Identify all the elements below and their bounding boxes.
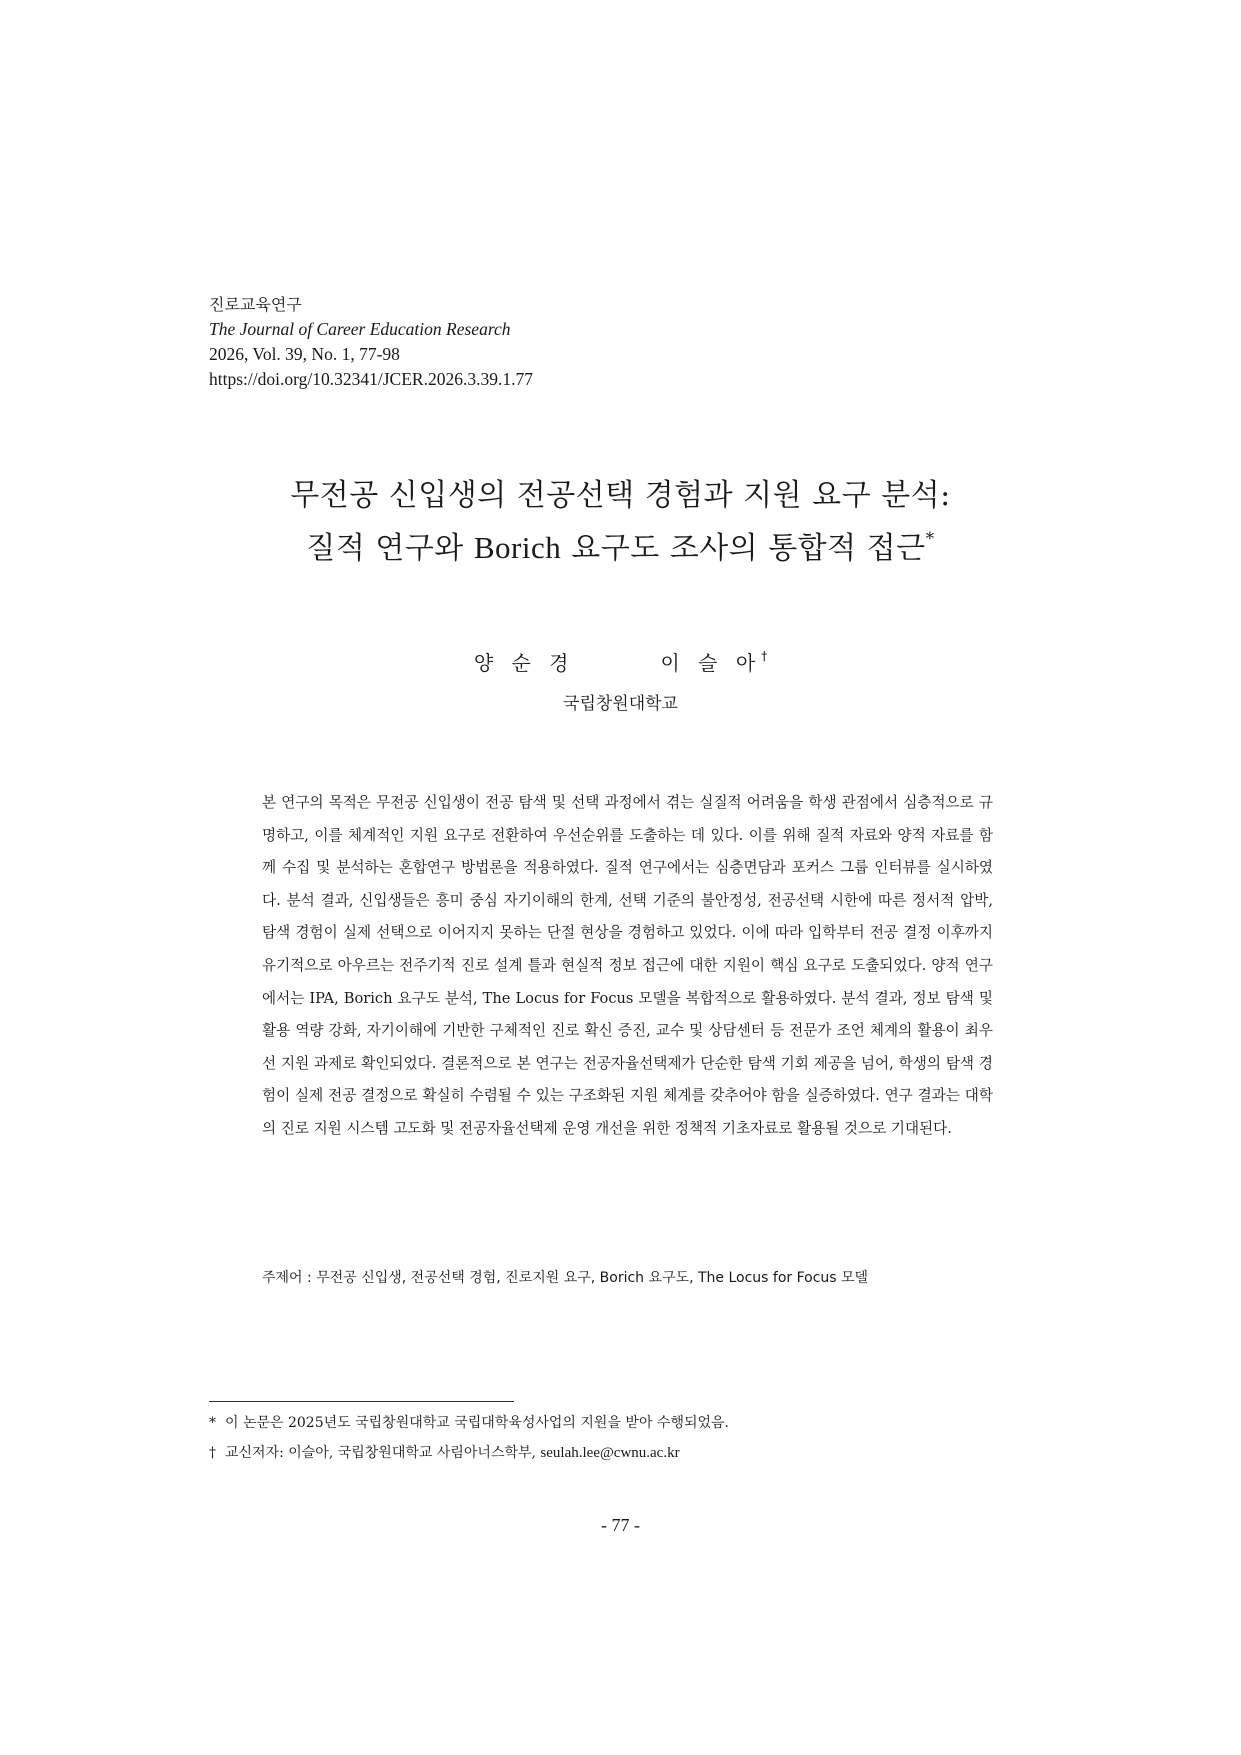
footnote-funding bbox=[209, 1408, 1029, 1438]
author-affiliation: 국립창원대학교 bbox=[563, 694, 678, 714]
footnote-marker: † bbox=[209, 1445, 216, 1461]
journal-name-english: The Journal of Career Education Research bbox=[209, 319, 511, 339]
footnote-text: 교신저자: 이슬아, 국립창원대학교 사림아너스학부, bbox=[225, 1445, 541, 1461]
title-footnote-marker: * bbox=[925, 529, 935, 549]
paper-title-line-2 bbox=[120, 522, 1121, 575]
paper-title bbox=[120, 470, 1121, 575]
title-line-2-suffix: 요구도 조사의 통합적 접근 bbox=[561, 531, 926, 566]
corresponding-author-marker: † bbox=[761, 649, 768, 663]
footnotes bbox=[209, 1408, 1029, 1468]
journal-volume-info: 2026, Vol. 39, No. 1, 77-98 bbox=[209, 344, 400, 364]
author-list bbox=[120, 648, 1121, 678]
journal-name-korean: 진로교육연구 bbox=[209, 295, 302, 314]
title-latin-word: Borich bbox=[473, 530, 562, 565]
keywords-line: 주제어 : 무전공 신입생, 전공선택 경험, 진로지원 요구, Borich 요구도, The Locus for Focus 모델 bbox=[262, 1270, 869, 1286]
author-name: 이 슬 아 bbox=[660, 651, 762, 675]
footnote-text: 이 논문은 2025년도 국립창원대학교 국립대학육성사업의 지원을 받아 수행되었음. bbox=[225, 1415, 729, 1431]
paper-title-line-1: 무전공 신입생의 전공선택 경험과 지원 요구 분석: bbox=[290, 478, 951, 513]
author-name: 양 순 경 bbox=[473, 651, 575, 675]
footnote-corresponding-author bbox=[209, 1438, 1029, 1468]
corresponding-email-link[interactable]: seulah.lee@cwnu.ac.kr bbox=[540, 1445, 680, 1461]
abstract-text: 본 연구의 목적은 무전공 신입생이 전공 탐색 및 선택 과정에서 겪는 실질적 어려움을 학생 관점에서 심층적으로 규명하고, 이를 체계적인 지원 요구로 전환하여 우선순위를 도출하는 데 있다. 이를 위해 질적 자료와 양적 자료를 함께 수집 및 분석하는 혼합연구 방법론을 적용하였다. 질적 연구에서는 심층면담과 포커스 그룹 인터뷰를 실시하였다. 분석 결과, 신입생들은 흥미 중심 자기이해의 한계, 선택 기준의 불안정성, 전공선택 시한에 따른 정서적 압박, 탐색 경험이 실제 선택으로 이어지지 못하는 단절 현상을 경험하고 있었다. 이에 따라 입학부터 전공 결정 이후까지 유기적으로 아우르는 전주기적 진로 설계 틀과 현실적 정보 접근에 대한 지원이 핵심 요구로 도출되었다. 양적 연구에서는 IPA, Borich 요구도 분석, The Locus for Focus 모델을 복합적으로 활용하였다. 분석 결과, 정보 탐색 및 활용 역량 강화, 자기이해에 기반한 구체적인 진로 확신 증진, 교수 및 상담센터 등 전문가 조언 체계의 활용이 최우선 지원 과제로 확인되었다. 결론적으로 본 연구는 전공자율선택제가 단순한 탐색 기회 제공을 넘어, 학생의 탐색 경험이 실제 전공 결정으로 확실히 수렴될 수 있는 구조화된 지원 체계를 갖추어야 함을 실증하였다. 연구 결과는 대학의 진로 지원 시스템 고도화 및 전공자율선택제 운영 개선을 위한 정책적 기초자료로 활용될 것으로 기대된다. bbox=[262, 794, 993, 1137]
journal-doi-link[interactable]: https://doi.org/10.32341/JCER.2026.3.39.1.77 bbox=[209, 369, 533, 389]
footnote-marker: * bbox=[209, 1415, 216, 1431]
journal-header bbox=[209, 292, 533, 392]
page-number: - 77 - bbox=[601, 1515, 640, 1535]
footnote-divider bbox=[209, 1401, 514, 1402]
title-line-2-prefix: 질적 연구와 bbox=[306, 531, 474, 566]
